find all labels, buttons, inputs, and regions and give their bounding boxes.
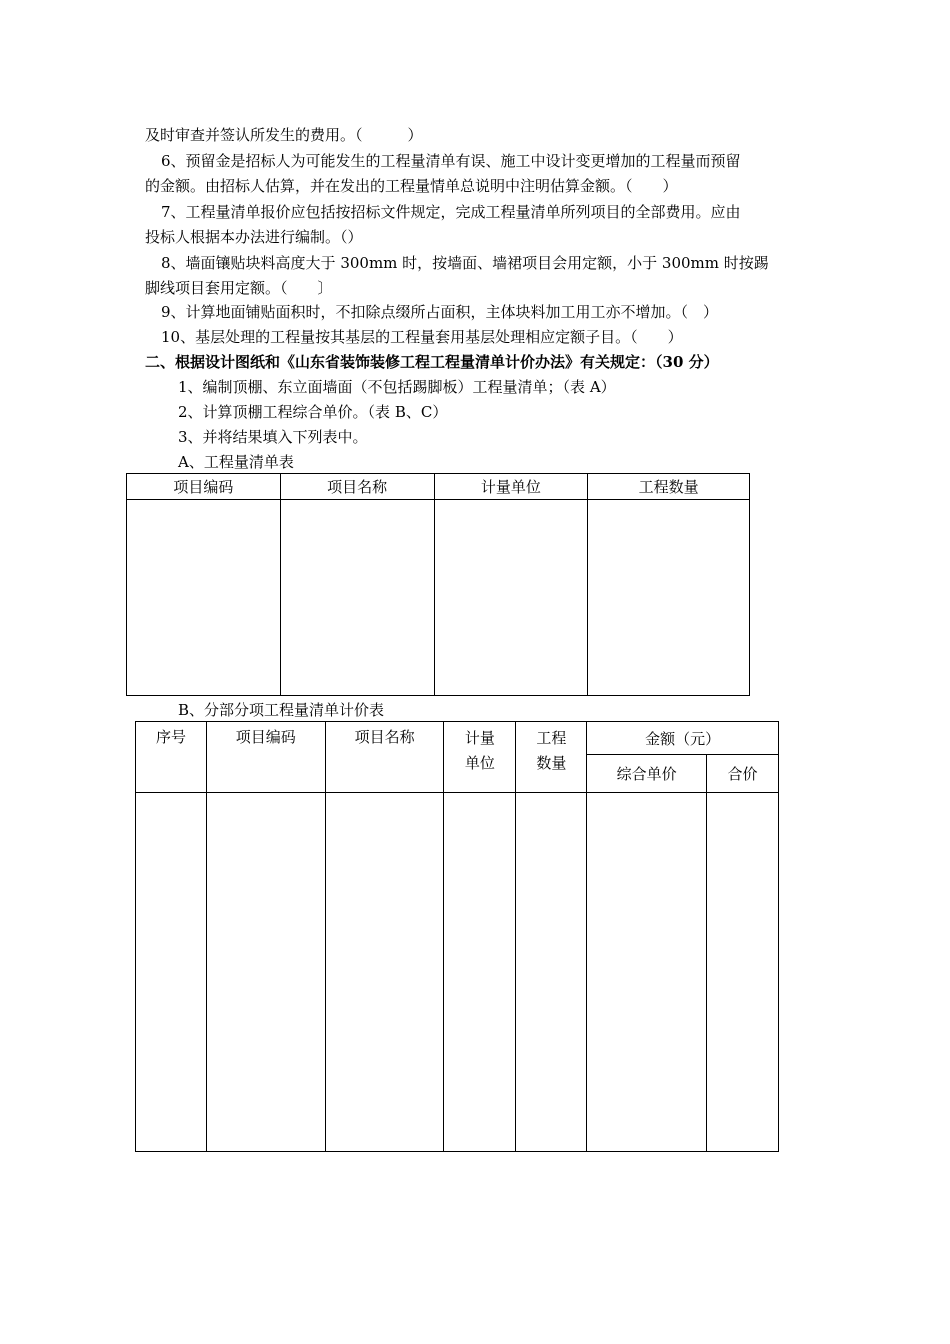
table-a-cell [127, 500, 281, 696]
section-2-item-1: 1、编制顶棚、东立面墙面（不包括踢脚板）工程量清单；（表 A） [178, 378, 616, 396]
table-a-caption: A、工程量清单表 [178, 453, 294, 471]
table-b-caption: B、分部分项工程量清单计价表 [178, 701, 385, 719]
table-b-cell [325, 793, 444, 1152]
question-10: 10、基层处理的工程量按其基层的工程量套用基层处理相应定额子目。（ ） [161, 328, 683, 346]
question-7-line-1: 7、工程量清单报价应包括按招标文件规定，完成工程量清单所列项目的全部费用。应由 [161, 203, 741, 221]
section-2-heading: 二、根据设计图纸和《山东省装饰装修工程工程量清单计价办法》有关规定：（30 分） [145, 353, 719, 371]
question-7-line-2: 投标人根据本办法进行编制。（） [145, 228, 363, 246]
question-6-line-2: 的金额。由招标人估算，并在发出的工程量情单总说明中注明估算金额。（ ） [145, 177, 678, 195]
table-b-header-unit [444, 722, 516, 793]
table-a-header-quantity: 工程数量 [588, 474, 750, 500]
table-a [126, 473, 750, 696]
table-b-header-unit-line-2: 单位 [464, 754, 495, 772]
table-b-header-name: 项目名称 [325, 722, 444, 793]
table-b-cell [206, 793, 325, 1152]
table-a-cell [588, 500, 750, 696]
table-b-cell [444, 793, 516, 1152]
table-b-cell [707, 793, 779, 1152]
table-b-header-quantity [516, 722, 587, 793]
table-b-header-code: 项目编码 [206, 722, 325, 793]
section-2-item-3: 3、并将结果填入下列表中。 [178, 428, 368, 446]
question-9: 9、计算地面铺贴面积时，不扣除点缀所占面积，主体块料加工用工亦不增加。（ ） [161, 303, 719, 321]
table-b-header-amount: 金额（元） [587, 722, 779, 755]
table-b-cell [136, 793, 207, 1152]
table-b-header-unit-line-1: 计量 [464, 729, 495, 747]
table-a-header-name: 项目名称 [280, 474, 434, 500]
table-b-header-unit-price: 综合单价 [587, 755, 707, 793]
table-b-header-seq: 序号 [136, 722, 207, 793]
question-8-line-1: 8、墙面镶贴块料高度大于 300mm 时，按墙面、墙裙项目会用定额，小于 300mm 时按踢 [161, 254, 769, 272]
table-b-cell [516, 793, 587, 1152]
table-a-cell [280, 500, 434, 696]
table-b-header-quantity-line-1: 工程 [536, 729, 567, 747]
table-b-header-quantity-line-2: 数量 [536, 754, 567, 772]
table-a-header-unit: 计量单位 [434, 474, 588, 500]
table-a-cell [434, 500, 588, 696]
table-b-cell [587, 793, 707, 1152]
table-a-header-code: 项目编码 [127, 474, 281, 500]
paragraph-line: 及时审查并签认所发生的费用。（ ） [145, 126, 423, 144]
question-6-line-1: 6、预留金是招标人为可能发生的工程量清单有误、施工中设计变更增加的工程量而预留 [161, 152, 741, 170]
table-b-header-total: 合价 [707, 755, 779, 793]
section-2-item-2: 2、计算顶棚工程综合单价。（表 B、C） [178, 403, 448, 421]
table-b [135, 721, 779, 1152]
question-8-line-2: 脚线项目套用定额。（ 〕 [145, 279, 333, 297]
